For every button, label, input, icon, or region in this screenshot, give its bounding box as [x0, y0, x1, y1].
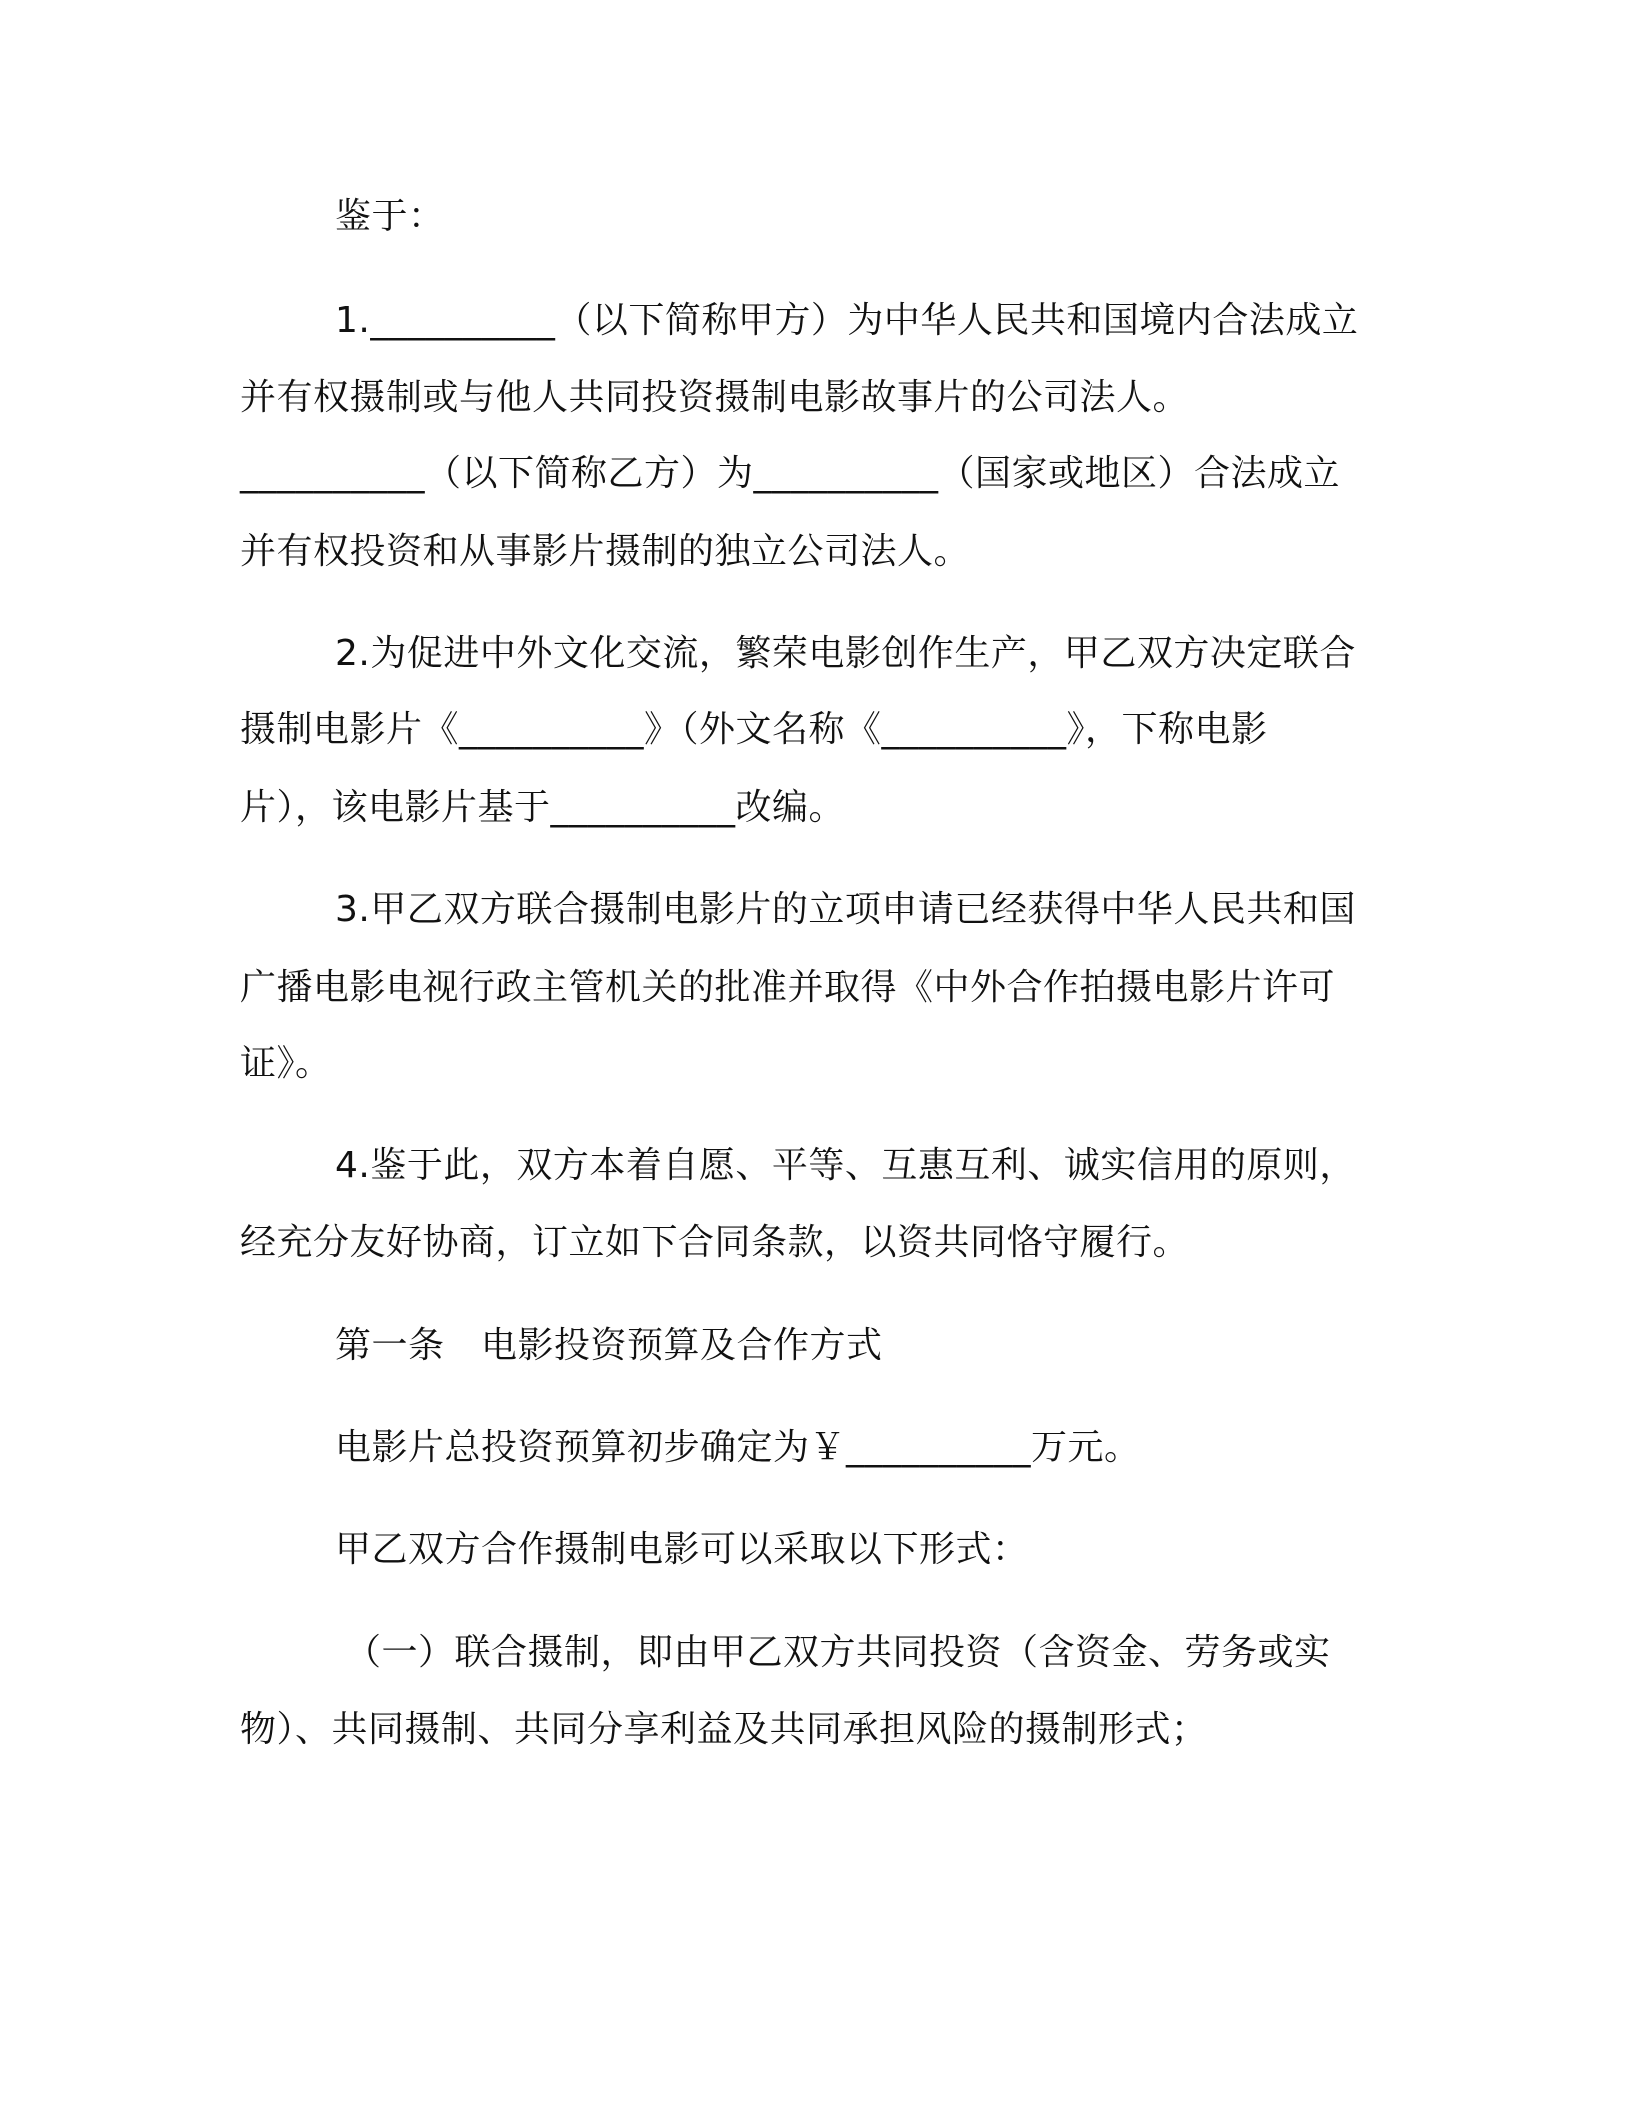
paragraph-line: 并有权摄制或与他人共同投资摄制电影故事片的公司法人。: [240, 377, 1190, 418]
paragraph-line: 物）、共同摄制、共同分享利益及共同承担风险的摄制形式；: [240, 1709, 1208, 1750]
paragraph-line: 4.鉴于此，双方本着自愿、平等、互惠互利、诚实信用的原则，: [335, 1145, 1356, 1186]
paragraph-line: 证》。: [240, 1043, 332, 1084]
paragraph-line: 经充分友好协商，订立如下合同条款，以资共同恪守履行。: [240, 1222, 1190, 1263]
paragraph-line: 1.__________（以下简称甲方）为中华人民共和国境内合法成立: [335, 300, 1359, 341]
article-heading: 第一条 电影投资预算及合作方式: [335, 1325, 883, 1366]
paragraph-line: 并有权投资和从事影片摄制的独立公司法人。: [240, 531, 971, 572]
paragraph-line: （一）联合摄制，即由甲乙双方共同投资（含资金、劳务或实: [345, 1632, 1331, 1673]
paragraph-line: 甲乙双方合作摄制电影可以采取以下形式：: [335, 1529, 1029, 1570]
paragraph-line: 电影片总投资预算初步确定为￥__________万元。: [335, 1427, 1141, 1468]
paragraph-line: 摄制电影片《__________》（外文名称《__________》，下称电影: [240, 709, 1268, 750]
preamble-heading: 鉴于：: [335, 196, 445, 237]
paragraph-line: __________（以下简称乙方）为__________（国家或地区）合法成立: [240, 453, 1341, 494]
paragraph-line: 3.甲乙双方联合摄制电影片的立项申请已经获得中华人民共和国: [335, 889, 1356, 930]
paragraph-line: 广播电影电视行政主管机关的批准并取得《中外合作拍摄电影片许可: [240, 967, 1336, 1008]
paragraph-line: 2.为促进中外文化交流，繁荣电影创作生产，甲乙双方决定联合: [335, 633, 1356, 674]
paragraph-line: 片），该电影片基于__________改编。: [240, 787, 846, 828]
